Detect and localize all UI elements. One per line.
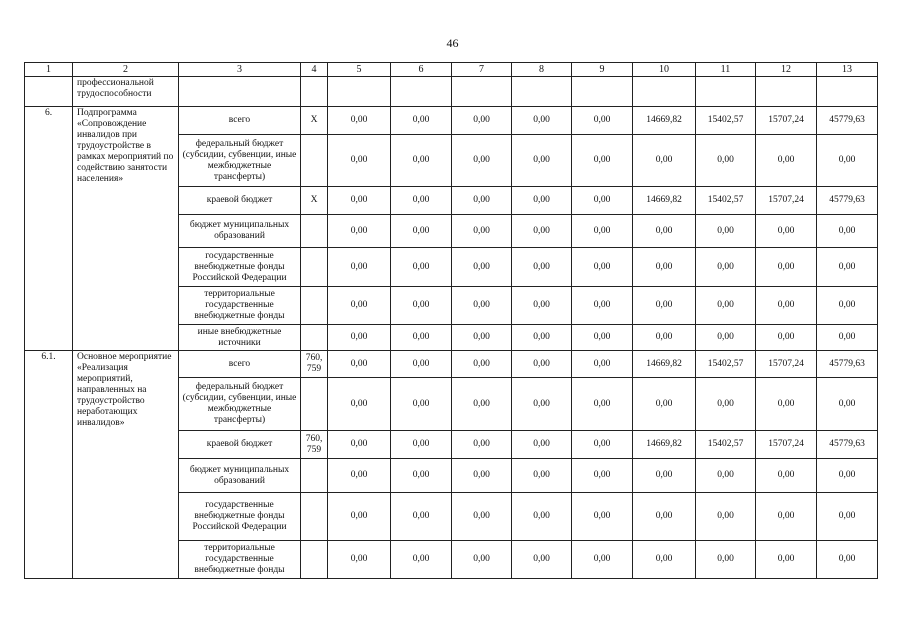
value-cell: 0,00 [696,135,756,187]
value-cell: 0,00 [633,215,696,248]
value-cell: 15402,57 [696,431,756,459]
value-cell: 0,00 [452,135,512,187]
code-cell [301,77,328,107]
value-cell: 0,00 [572,287,633,325]
header-cell: 2 [73,63,179,77]
value-cell [633,77,696,107]
code-cell [301,459,328,493]
funding-source: бюджет муниципальных образований [179,459,301,493]
header-cell: 1 [25,63,73,77]
value-cell [756,77,817,107]
value-cell: 0,00 [756,493,817,541]
value-cell: 0,00 [817,493,878,541]
value-cell: 0,00 [756,378,817,431]
value-cell: 0,00 [696,493,756,541]
value-cell: 0,00 [817,459,878,493]
value-cell [328,77,391,107]
value-cell: 15707,24 [756,431,817,459]
value-cell: 0,00 [696,287,756,325]
value-cell: 14669,82 [633,351,696,378]
value-cell: 0,00 [391,215,452,248]
value-cell: 0,00 [452,541,512,579]
value-cell: 0,00 [452,431,512,459]
value-cell: 0,00 [512,493,572,541]
value-cell: 0,00 [328,215,391,248]
value-cell: 0,00 [391,135,452,187]
value-cell: 0,00 [756,325,817,351]
value-cell: 0,00 [696,325,756,351]
value-cell: 0,00 [572,459,633,493]
funding-source: иные внебюджетные источники [179,325,301,351]
funding-source: федеральный бюджет (субсидии, субвенции, иные межбюджетные трансферты) [179,378,301,431]
value-cell: 45779,63 [817,107,878,135]
value-cell: 14669,82 [633,431,696,459]
value-cell: 0,00 [817,215,878,248]
funding-source: государственные внебюджетные фонды Российской Федерации [179,493,301,541]
code-cell [301,493,328,541]
value-cell: 0,00 [572,351,633,378]
value-cell: 0,00 [512,135,572,187]
code-cell [301,378,328,431]
header-cell: 13 [817,63,878,77]
value-cell: 0,00 [696,378,756,431]
value-cell: 0,00 [572,431,633,459]
value-cell: 0,00 [512,287,572,325]
value-cell: 0,00 [391,541,452,579]
code-cell: 760, 759 [301,431,328,459]
page-number: 46 [446,36,459,50]
value-cell: 0,00 [633,287,696,325]
funding-source [179,77,301,107]
funding-source: государственные внебюджетные фонды Российской Федерации [179,248,301,287]
value-cell: 0,00 [817,248,878,287]
value-cell: 0,00 [633,493,696,541]
value-cell: 0,00 [512,378,572,431]
code-cell [301,325,328,351]
value-cell: 0,00 [328,248,391,287]
value-cell: 0,00 [572,187,633,215]
value-cell: 0,00 [391,287,452,325]
item-number: 6.1. [25,351,73,579]
value-cell: 0,00 [328,541,391,579]
code-cell [301,135,328,187]
value-cell: 0,00 [328,107,391,135]
value-cell: 0,00 [512,248,572,287]
value-cell: 0,00 [328,135,391,187]
value-cell: 0,00 [391,107,452,135]
value-cell: 0,00 [512,459,572,493]
item-name: Основное мероприятие «Реализация мероприятий, направленных на трудоустройство неработающих инвалидов» [73,351,179,579]
value-cell: 0,00 [817,325,878,351]
header-cell: 6 [391,63,452,77]
value-cell: 0,00 [696,248,756,287]
value-cell: 0,00 [572,325,633,351]
value-cell: 0,00 [512,215,572,248]
value-cell: 0,00 [391,187,452,215]
value-cell: 45779,63 [817,431,878,459]
value-cell: 0,00 [452,287,512,325]
value-cell: 15707,24 [756,107,817,135]
code-cell: X [301,107,328,135]
item-name: Подпрограмма «Сопровождение инвалидов при трудоустройстве в рамках мероприятий по содействию занятости населения» [73,107,179,351]
value-cell [452,77,512,107]
header-cell: 5 [328,63,391,77]
value-cell: 0,00 [817,378,878,431]
funding-source: всего [179,107,301,135]
value-cell: 0,00 [452,378,512,431]
value-cell: 0,00 [512,107,572,135]
code-cell: 760, 759 [301,351,328,378]
value-cell: 0,00 [756,287,817,325]
funding-source: территориальные государственные внебюджетные фонды [179,287,301,325]
value-cell: 0,00 [633,459,696,493]
value-cell: 0,00 [572,248,633,287]
value-cell: 0,00 [391,325,452,351]
value-cell [512,77,572,107]
code-cell [301,248,328,287]
value-cell: 0,00 [328,325,391,351]
value-cell: 0,00 [452,325,512,351]
header-cell: 4 [301,63,328,77]
item-name: профессиональной трудоспособности [73,77,179,107]
value-cell: 14669,82 [633,107,696,135]
value-cell: 0,00 [452,187,512,215]
value-cell: 0,00 [817,541,878,579]
value-cell: 0,00 [633,325,696,351]
value-cell: 0,00 [391,248,452,287]
value-cell: 0,00 [452,248,512,287]
header-cell: 12 [756,63,817,77]
value-cell: 0,00 [452,493,512,541]
value-cell [391,77,452,107]
item-number: 6. [25,107,73,351]
value-cell: 0,00 [391,459,452,493]
value-cell: 15707,24 [756,187,817,215]
table-row [25,77,878,107]
value-cell: 14669,82 [633,187,696,215]
code-cell [301,287,328,325]
value-cell: 0,00 [756,215,817,248]
table-row [25,107,878,135]
value-cell: 0,00 [633,135,696,187]
funding-source: бюджет муниципальных образований [179,215,301,248]
value-cell: 0,00 [572,493,633,541]
header-cell: 8 [512,63,572,77]
value-cell: 0,00 [572,378,633,431]
value-cell: 0,00 [512,351,572,378]
value-cell: 0,00 [512,541,572,579]
value-cell: 0,00 [512,187,572,215]
header-cell: 11 [696,63,756,77]
table-body [25,63,878,579]
value-cell: 0,00 [817,287,878,325]
value-cell: 0,00 [328,459,391,493]
value-cell: 0,00 [328,351,391,378]
funding-source: всего [179,351,301,378]
value-cell: 0,00 [696,459,756,493]
budget-table [24,62,878,579]
value-cell: 45779,63 [817,187,878,215]
value-cell: 15402,57 [696,187,756,215]
value-cell: 0,00 [512,431,572,459]
value-cell: 0,00 [391,431,452,459]
header-cell: 10 [633,63,696,77]
header-cell: 9 [572,63,633,77]
value-cell: 45779,63 [817,351,878,378]
value-cell: 0,00 [572,541,633,579]
value-cell: 0,00 [633,541,696,579]
table-row [25,351,878,378]
value-cell: 15402,57 [696,107,756,135]
value-cell: 0,00 [696,541,756,579]
code-cell [301,215,328,248]
value-cell: 0,00 [696,215,756,248]
value-cell: 0,00 [452,459,512,493]
value-cell: 0,00 [328,493,391,541]
code-cell: X [301,187,328,215]
value-cell: 0,00 [328,287,391,325]
value-cell: 0,00 [391,378,452,431]
value-cell: 0,00 [452,215,512,248]
value-cell: 0,00 [391,493,452,541]
value-cell: 0,00 [452,107,512,135]
value-cell [572,77,633,107]
value-cell: 0,00 [572,215,633,248]
funding-source: краевой бюджет [179,431,301,459]
value-cell [696,77,756,107]
value-cell: 0,00 [756,248,817,287]
value-cell: 0,00 [756,459,817,493]
value-cell: 0,00 [817,135,878,187]
value-cell: 0,00 [756,541,817,579]
value-cell: 0,00 [452,351,512,378]
value-cell: 0,00 [391,351,452,378]
value-cell: 0,00 [572,135,633,187]
value-cell: 0,00 [633,248,696,287]
value-cell: 0,00 [756,135,817,187]
header-row [25,63,878,77]
item-number [25,77,73,107]
value-cell: 0,00 [328,431,391,459]
value-cell: 0,00 [572,107,633,135]
header-cell: 7 [452,63,512,77]
value-cell: 0,00 [633,378,696,431]
value-cell: 0,00 [328,378,391,431]
value-cell [817,77,878,107]
value-cell: 0,00 [328,187,391,215]
header-cell: 3 [179,63,301,77]
value-cell: 0,00 [512,325,572,351]
funding-source: федеральный бюджет (субсидии, субвенции, иные межбюджетные трансферты) [179,135,301,187]
funding-source: территориальные государственные внебюджетные фонды [179,541,301,579]
value-cell: 15707,24 [756,351,817,378]
value-cell: 15402,57 [696,351,756,378]
code-cell [301,541,328,579]
funding-source: краевой бюджет [179,187,301,215]
